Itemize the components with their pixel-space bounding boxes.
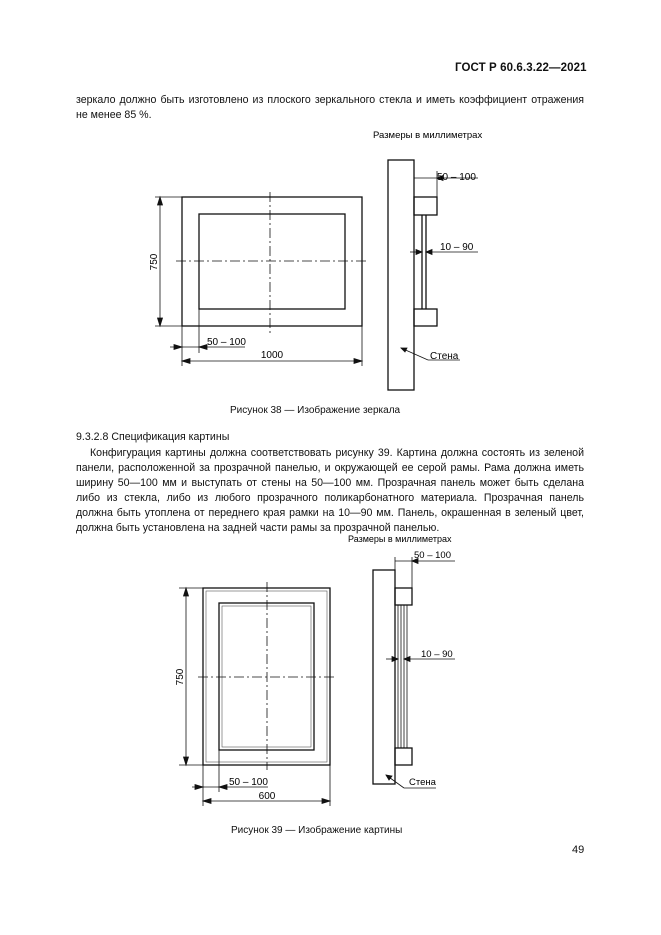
fig38-frame-label: 50 – 100 [207, 337, 246, 348]
frame-section-bottom [395, 748, 412, 765]
fig39-frame-label: 50 – 100 [229, 777, 268, 788]
fig39-wall-label: Стена [409, 777, 436, 788]
fig38-protrusion-label: 50 – 100 [437, 172, 476, 183]
section-heading: 9.3.2.8 Спецификация картины [76, 431, 230, 443]
picture-frame-inner [219, 603, 314, 750]
fig38-width-label: 1000 [260, 350, 284, 361]
figure-39-caption: Рисунок 39 — Изображение картины [231, 825, 403, 836]
document-header: ГОСТ Р 60.6.3.22—2021 [455, 62, 587, 74]
intro-paragraph: зеркало должно быть изготовлено из плоского зеркального стекла и иметь коэффициент отражения не менее 85 %. [76, 94, 584, 121]
fig38-gap-label: 10 – 90 [440, 242, 474, 253]
fig39-width-label: 600 [258, 791, 276, 802]
wall-section [373, 570, 395, 784]
page-number: 49 [572, 844, 585, 856]
fig38-units-note: Размеры в миллиметрах [373, 130, 483, 141]
fig39-protrusion-label: 50 – 100 [414, 550, 451, 561]
frame-section-top [395, 588, 412, 605]
fig39-height-label: 750 [175, 668, 186, 686]
section-paragraph: Конфигурация картины должна соответствовать рисунку 39. Картина должна состоять из зеленой панели, расположенной за прозрачной панелью, и окружающей ее серой рамы. Рама должна иметь ширину 50—100 мм и выступать от стены на 50—100 мм. Прозрачная панель может быть сделана либо из стекла, либо из любого прозрачного поликарбонатного материала. Прозрачная панель должна быть утоплена от переднего края рамки на 10—90 мм. Панель, окрашенная в зеленый цвет, должна быть установлена на задней части рамы за прозрачной панелью. [76, 447, 584, 534]
fig39-units-note: Размеры в миллиметрах [348, 534, 452, 544]
fig39-gap-label: 10 – 90 [421, 649, 453, 660]
fig38-height-label: 750 [149, 253, 160, 271]
fig38-wall-label: Стена [430, 351, 459, 362]
figure-38-caption: Рисунок 38 — Изображение зеркала [230, 405, 401, 416]
